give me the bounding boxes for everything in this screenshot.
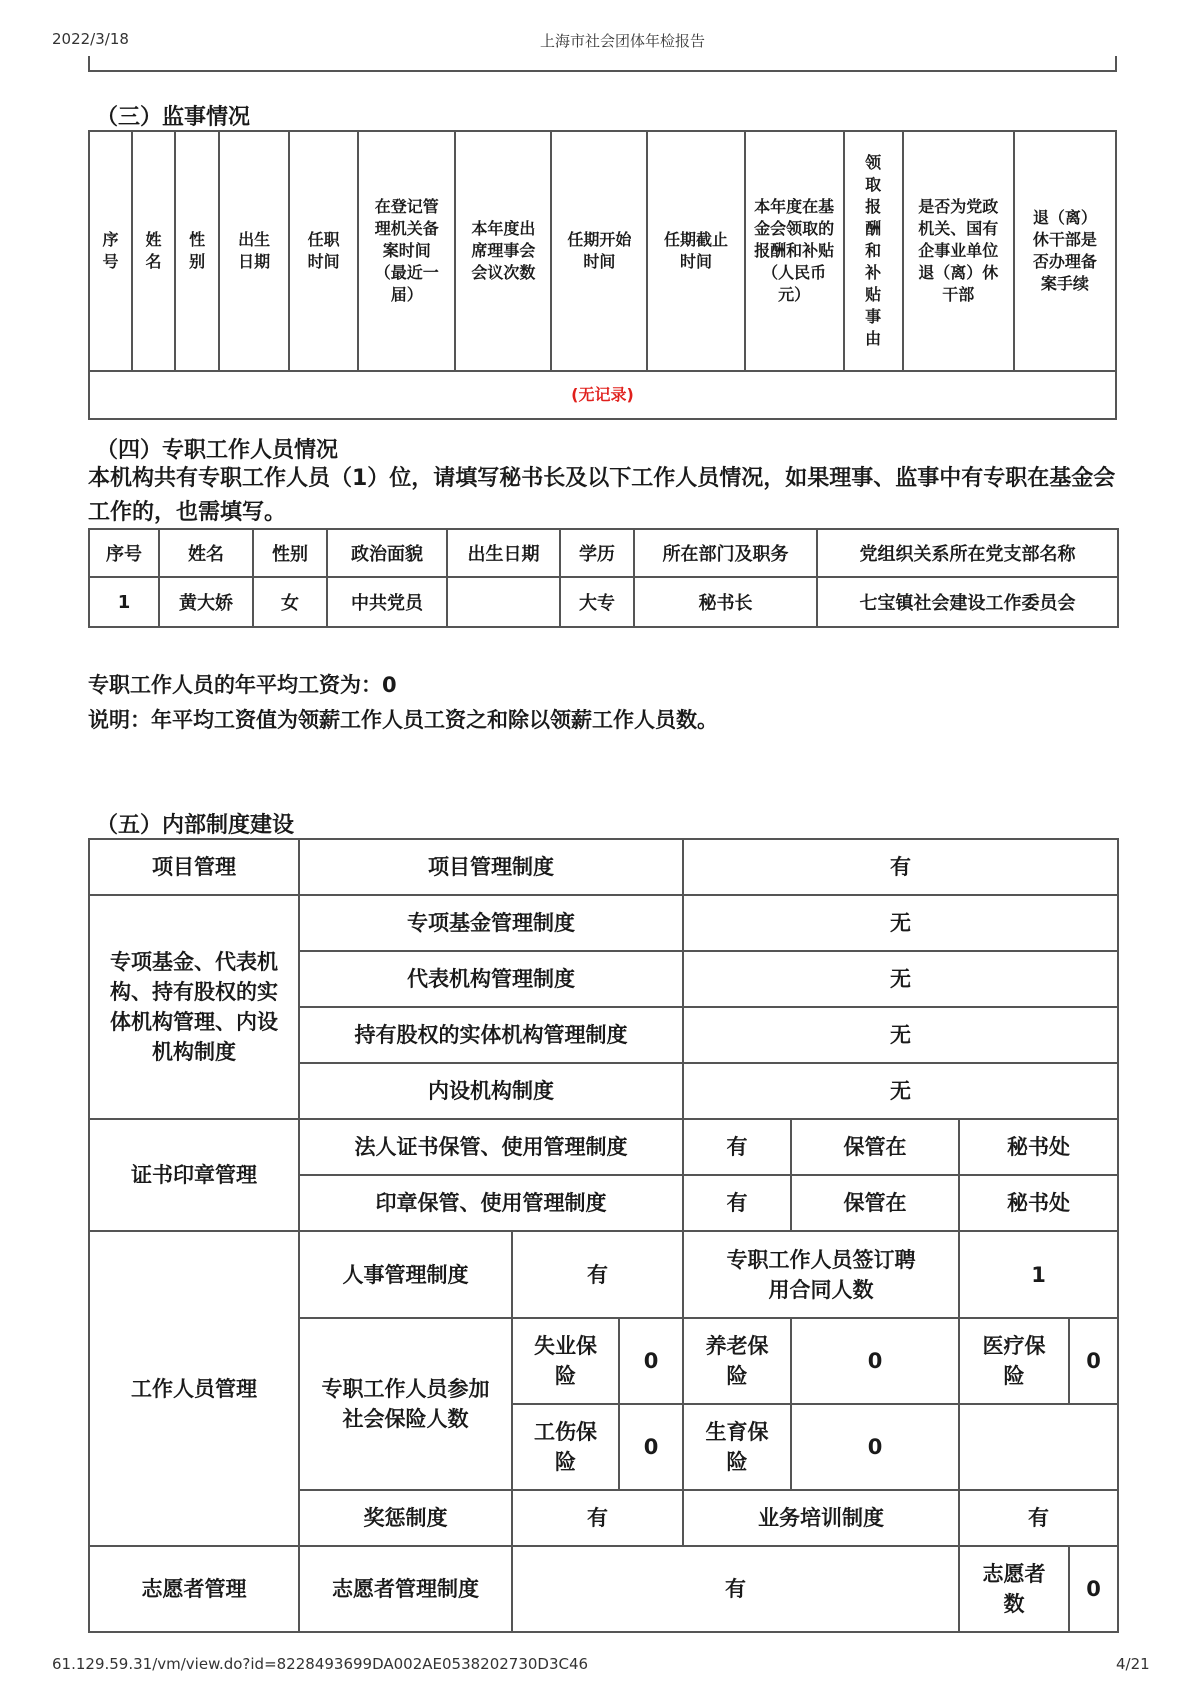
- staff-table: [88, 528, 1119, 628]
- value-cell: 无: [683, 1007, 1118, 1063]
- table-row: [89, 895, 1118, 951]
- empty-cell: [959, 1404, 1118, 1490]
- staff-intro: 本机构共有专职工作人员（1）位，请填写秘书长及以下工作人员情况，如果理事、监事中有专职在基金会工作的，也需填写。: [88, 466, 1116, 525]
- item-cell: 奖惩制度: [299, 1490, 512, 1546]
- category-cell: 证书印章管理: [89, 1119, 299, 1231]
- value-cell: 无: [683, 895, 1118, 951]
- value-cell: 有: [959, 1490, 1118, 1546]
- value-cell: 0: [791, 1318, 959, 1404]
- value-cell: 有: [512, 1490, 683, 1546]
- table-cell: 女: [253, 577, 327, 627]
- table-row: [89, 1546, 1118, 1632]
- item-cell: 专项基金管理制度: [299, 895, 683, 951]
- category-cell: 项目管理: [89, 839, 299, 895]
- column-header: 本年度出席理事会会议次数: [455, 131, 551, 371]
- value-cell: 有: [683, 1119, 791, 1175]
- value-cell: 0: [619, 1318, 683, 1404]
- column-header: 退（离）休干部是否办理备案手续: [1014, 131, 1116, 371]
- value-cell: 有: [512, 1231, 683, 1318]
- column-header: 是否为党政机关、国有企事业单位退（离）休干部: [903, 131, 1014, 371]
- table-header-row: [89, 529, 1118, 577]
- item-cell: 专职工作人员签订聘用合同人数: [683, 1231, 959, 1318]
- empty-record-row: [89, 371, 1116, 419]
- kept-location: 秘书处: [959, 1175, 1118, 1231]
- item-cell: 法人证书保管、使用管理制度: [299, 1119, 683, 1175]
- item-cell: 人事管理制度: [299, 1231, 512, 1318]
- kept-location: 秘书处: [959, 1119, 1118, 1175]
- column-header: 出生日期: [219, 131, 289, 371]
- column-header: 姓名: [159, 529, 253, 577]
- column-header: 政治面貌: [327, 529, 447, 577]
- average-salary: 专职工作人员的年平均工资为：0: [88, 673, 397, 697]
- column-header: 性别: [175, 131, 219, 371]
- value-cell: 0: [1069, 1318, 1118, 1404]
- table-row: [89, 1119, 1118, 1175]
- category-cell: 专项基金、代表机构、持有股权的实体机构管理、内设机构制度: [89, 895, 299, 1119]
- category-cell: 志愿者管理: [89, 1546, 299, 1632]
- section-title-staff: （四）专职工作人员情况: [96, 438, 339, 463]
- value-cell: 有: [512, 1546, 959, 1632]
- item-cell: 持有股权的实体机构管理制度: [299, 1007, 683, 1063]
- category-cell: 工作人员管理: [89, 1231, 299, 1546]
- column-header: 任职时间: [289, 131, 358, 371]
- section-title-internal-systems: （五）内部制度建设: [96, 813, 295, 838]
- value-cell: 无: [683, 1063, 1118, 1119]
- column-header: 序号: [89, 529, 159, 577]
- column-header: 学历: [560, 529, 634, 577]
- page-number: 4/21: [1116, 1655, 1150, 1673]
- column-header: 序号: [89, 131, 132, 371]
- item-cell: 代表机构管理制度: [299, 951, 683, 1007]
- item-cell: 医疗保险: [959, 1318, 1069, 1404]
- column-header: 在登记管理机关备案时间（最近一届）: [358, 131, 455, 371]
- column-header: 性别: [253, 529, 327, 577]
- item-cell: 生育保险: [683, 1404, 791, 1490]
- supervisors-table: [88, 130, 1117, 420]
- table-row: [89, 577, 1118, 627]
- print-date: 2022/3/18: [52, 30, 129, 48]
- column-header: 姓名: [132, 131, 175, 371]
- item-cell: 失业保险: [512, 1318, 619, 1404]
- table-row: [89, 1231, 1118, 1318]
- value-cell: 无: [683, 951, 1118, 1007]
- table-cell: 1: [89, 577, 159, 627]
- value-cell: 0: [1069, 1546, 1118, 1632]
- column-header: 所在部门及职务: [634, 529, 817, 577]
- table-row: [89, 839, 1118, 895]
- column-header: 出生日期: [447, 529, 560, 577]
- item-cell: 志愿者数: [959, 1546, 1069, 1632]
- table-header-row: [89, 131, 1116, 371]
- column-header: 领取报酬和补贴事由: [844, 131, 903, 371]
- value-cell: 1: [959, 1231, 1118, 1318]
- document-header-title: 上海市社会团体年检报告: [540, 32, 706, 50]
- item-cell: 印章保管、使用管理制度: [299, 1175, 683, 1231]
- item-cell: 志愿者管理制度: [299, 1546, 512, 1632]
- value-cell: 有: [683, 1175, 791, 1231]
- table-cell: 中共党员: [327, 577, 447, 627]
- internal-systems-table: [88, 838, 1119, 1633]
- table-cell: 秘书长: [634, 577, 817, 627]
- column-header: 任期截止时间: [647, 131, 744, 371]
- value-cell: 有: [683, 839, 1118, 895]
- item-cell: 项目管理制度: [299, 839, 683, 895]
- previous-section-border: [88, 56, 1117, 72]
- section-title-supervisors: （三）监事情况: [96, 105, 251, 130]
- item-cell: 内设机构制度: [299, 1063, 683, 1119]
- table-cell: 七宝镇社会建设工作委员会: [817, 577, 1118, 627]
- value-cell: 0: [619, 1404, 683, 1490]
- item-cell: 工伤保险: [512, 1404, 619, 1490]
- kept-label: 保管在: [791, 1175, 959, 1231]
- value-cell: 0: [791, 1404, 959, 1490]
- table-cell: 黄大娇: [159, 577, 253, 627]
- table-cell: 大专: [560, 577, 634, 627]
- kept-label: 保管在: [791, 1119, 959, 1175]
- table-cell: [447, 577, 560, 627]
- no-record-text: (无记录): [89, 371, 1116, 419]
- item-cell: 业务培训制度: [683, 1490, 959, 1546]
- item-cell: 养老保险: [683, 1318, 791, 1404]
- column-header: 党组织关系所在党支部名称: [817, 529, 1118, 577]
- salary-note: 说明：年平均工资值为领薪工作人员工资之和除以领薪工作人员数。: [88, 708, 718, 732]
- column-header: 本年度在基金会领取的报酬和补贴（人民币元）: [745, 131, 844, 371]
- column-header: 任期开始时间: [551, 131, 647, 371]
- page-url: 61.129.59.31/vm/view.do?id=8228493699DA002AE0538202730D3C46: [52, 1655, 589, 1673]
- item-cell: 专职工作人员参加社会保险人数: [299, 1318, 512, 1490]
